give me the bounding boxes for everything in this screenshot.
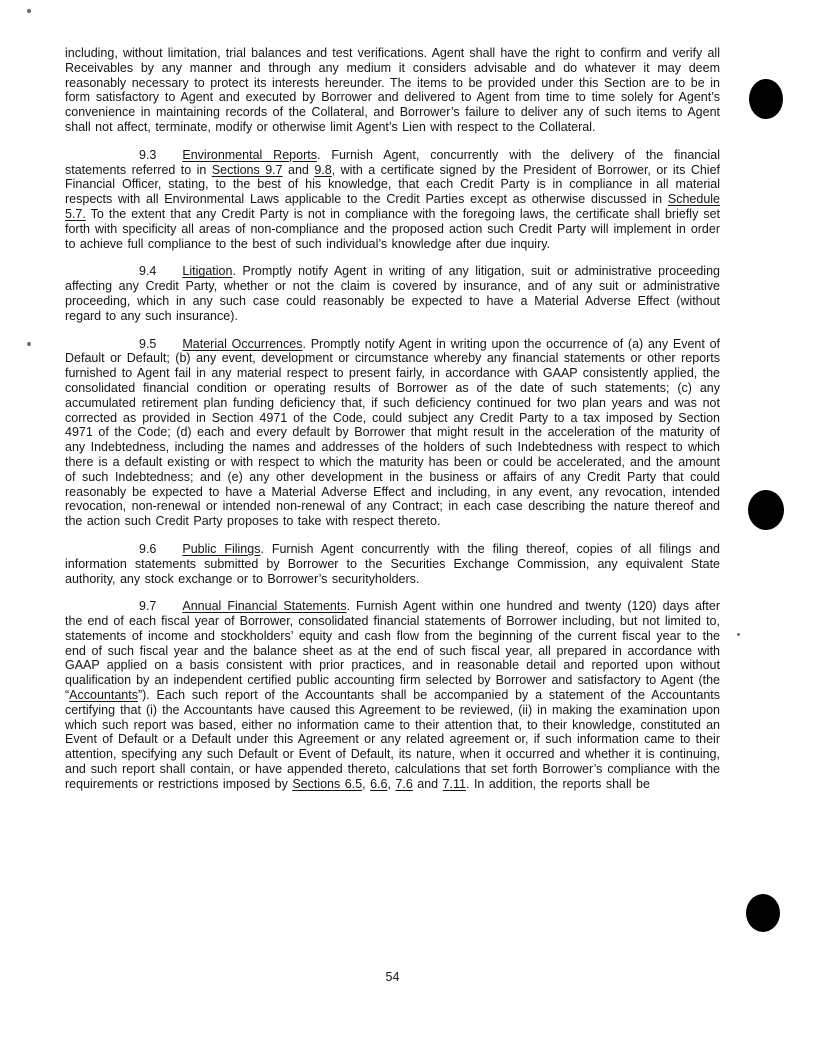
underlined-text: Annual Financial Statements <box>182 599 347 614</box>
paragraph-section-9-5 <box>65 337 720 529</box>
text-run: including, without limitation, trial balances and test verifications. Agent shall have the right to confirm and verify all Receivables by any manner and through any medium it considers advisable and do whatever it may deem reasonably necessary to protect its interests hereunder. The items to be provided under this Section are to be in form satisfactory to Agent and executed by Borrower and delivered to Agent from time to time solely for Agent’s convenience in maintaining records of the Collateral, and Borrower’s failure to deliver any of such items to Agent shall not affect, terminate, modify or otherwise limit Agent’s Lien with respect to the Collateral. <box>65 46 720 134</box>
paragraph-section-9-6 <box>65 542 720 586</box>
paragraph-continuation <box>65 46 720 135</box>
page-number: 54 <box>385 970 400 984</box>
underlined-text: Schedule 5.7. <box>65 192 720 221</box>
scan-artifact <box>27 342 31 346</box>
text-run: 9.7 <box>139 599 157 614</box>
underlined-text: Material Occurrences <box>182 336 303 351</box>
underlined-text: Accountants <box>69 688 138 703</box>
text-run: . Promptly notify Agent in writing upon the occurrence of (a) any Event of Default or Default; (b) any event, development or circumstance whereby any financial statements or other reports furnished to Agent fail in any material respect to present fairly, in accordance with GAAP consistently applied, the consolidated financial condition or operating results of Borrower as of the date of such statements; (c) any accumulated retirement plan funding deficiency that, if such deficiency continued for two plan years and was not corrected as provided in Section 4971 of the Code, could subject any Credit Party to a tax imposed by Section 4971 of the Code; (d) each and every default by Borrower that might result in the acceleration of the maturity of any Indebtedness, including the names and addresses of the holders of such Indebtedness with respect to which there is a default existing or with respect to which the maturity has been or could be accelerated, and the amount of such Indebtedness; and (e) any other development in the business or affairs of any Credit Party that could reasonably be expected to have a Material Adverse Effect and including, in any event, any revocation, intended revocation, non-renewal or intended non-renewal of any Contract; in each case describing the nature thereof and the action such Credit Party proposes to take with respect thereto. <box>65 336 720 529</box>
text-run: and <box>282 162 315 177</box>
text-run: 9.6 <box>139 541 157 556</box>
text-run: and <box>412 776 443 791</box>
text-run: 9.4 <box>139 264 157 279</box>
document-body <box>65 46 720 805</box>
tab-indent <box>156 274 182 275</box>
underlined-text: Sections 9.7 <box>211 162 283 177</box>
underlined-text: Environmental Reports <box>182 147 317 162</box>
underlined-text: 7.11 <box>442 776 467 791</box>
tab-indent <box>156 609 182 610</box>
text-run: , <box>362 776 371 791</box>
underlined-text: Public Filings <box>182 541 261 556</box>
paragraph-section-9-3 <box>65 148 720 252</box>
underlined-text: 9.8 <box>314 162 332 177</box>
tab-indent <box>65 158 139 159</box>
tab-indent <box>65 609 139 610</box>
underlined-text: 7.6 <box>395 776 413 791</box>
scan-artifact <box>737 633 740 636</box>
text-run: . Furnish Agent, concurrently with the delivery of the financial statements referred to in <box>65 147 720 177</box>
tab-indent <box>65 274 139 275</box>
text-run: To the extent that any Credit Party is not in compliance with the foregoing laws, the certificate shall briefly set forth with specificity all areas of non-compliance and the proposed action such Credit Party will implement in order to achieve full compliance to the best of such individual’s knowledge after due inquiry. <box>65 206 720 251</box>
underlined-text: Sections 6.5 <box>292 776 363 791</box>
underlined-text: 6.6 <box>370 776 388 791</box>
tab-indent <box>156 347 182 348</box>
text-run: 9.5 <box>139 336 157 351</box>
tab-indent <box>156 552 182 553</box>
binder-hole-dot-bottom <box>746 894 780 932</box>
text-run: . Furnish Agent concurrently with the filing thereof, copies of all filings and information statements submitted by Borrower to the Securities Exchange Commission, any equivalent State authority, any stock exchange or to Borrower’s securityholders. <box>65 541 720 586</box>
text-run: . In addition, the reports shall be <box>466 776 650 791</box>
text-run: 9.3 <box>139 147 157 162</box>
text-run: , with a certificate signed by the President of Borrower, or its Chief Financial Officer, stating, to the best of his knowledge, that each Credit Party is in compliance in all material respects with all Environmental Laws applicable to the Credit Parties except as otherwise discussed in <box>65 162 721 207</box>
underlined-text: Litigation <box>182 264 233 279</box>
tab-indent <box>65 347 139 348</box>
paragraph-section-9-4 <box>65 264 720 323</box>
binder-hole-dot-top <box>749 79 783 119</box>
text-run: . Promptly notify Agent in writing of any litigation, suit or administrative proceeding affecting any Credit Party, whether or not the claim is covered by insurance, and of any suit or administrative proceeding, which in any such case could reasonably be expected to have a Material Adverse Effect (without regard to any such insurance). <box>65 264 720 323</box>
scan-artifact <box>27 9 31 13</box>
paragraph-section-9-7 <box>65 599 720 791</box>
text-run: . Furnish Agent within one hundred and twenty (120) days after the end of each fiscal year of Borrower, consolidated financial statements of Borrower including, but not limited to, statements of income and stockholders’ equity and cash flow from the beginning of the current fiscal year to the end of such fiscal year and the balance sheet as at the end of such fiscal year, all prepared in accordance with GAAP applied on a basis consistent with prior practices, and in reasonable detail and reported upon without qualification by an independent certified public accounting firm selected by Borrower and satisfactory to Agent (the “ <box>65 599 720 703</box>
tab-indent <box>65 552 139 553</box>
binder-hole-dot-middle <box>748 490 784 530</box>
text-run: , <box>387 776 396 791</box>
tab-indent <box>156 158 182 159</box>
text-run: ”). Each such report of the Accountants shall be accompanied by a statement of the Accountants certifying that (i) the Accountants have caused this Agreement to be reviewed, (ii) in making the examination upon which such report was based, either no information came to their attention that, to their knowledge, constituted an Event of Default or a Default under this Agreement or any related agreement or, if such information came to their attention, specifying any such Default or Event of Default, its nature, when it occurred and whether it is continuing, and such report shall contain, or have appended thereto, calculations that set forth Borrower’s compliance with the requirements or restrictions imposed by <box>65 688 720 791</box>
